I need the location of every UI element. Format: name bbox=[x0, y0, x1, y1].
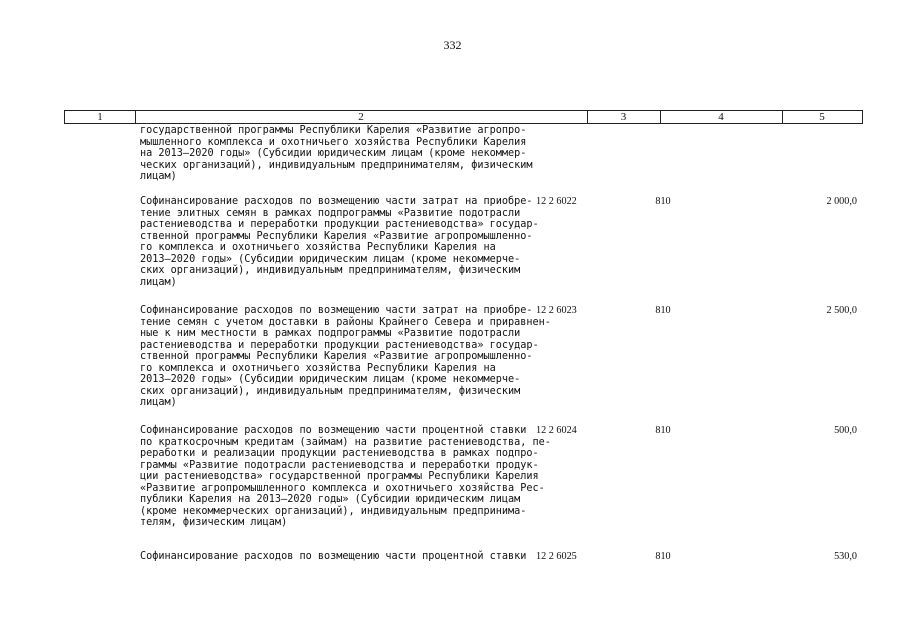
row-description: Софинансирование расходов по возмещению части затрат на приобре- тение семян с учетом доставки в районы Крайнего Севера и приравнен- ные к ним местности в рамках подпрограммы «Развитие подотрасли растениеводства и переработки продукции растениеводства» государ- ственной программы Республики Карелия «Развитие агропромышленно- го комплекса и охотничьего хозяйства Республики Карелия на 2013–2020 годы» (Субсидии юридическим лицам (кроме некоммерче- ских организаций), индивидуальным предпринимателям, физическим лицам) bbox=[140, 305, 551, 408]
row-target-code: 12 2 6025 bbox=[536, 551, 577, 562]
row-description: Софинансирование расходов по возмещению части процентной ставки bbox=[140, 551, 527, 562]
row-target-code: 12 2 6023 bbox=[536, 305, 577, 316]
row-target-code: 12 2 6024 bbox=[536, 425, 577, 436]
row-expense-type: 810 bbox=[655, 196, 671, 207]
row-expense-type: 810 bbox=[655, 425, 671, 436]
header-col-3: 3 bbox=[587, 111, 661, 123]
table-header bbox=[64, 110, 863, 124]
row-description: Софинансирование расходов по возмещению части процентной ставки по краткосрочным кредитам (займам) на развитие растениеводства, пе- реработки и реализации продукции растениеводства в рамках подпро- граммы «Развитие подотрасли растениеводства и переработки продук- ции растениеводства» государственной программы Республики Карелия «Развитие агропромышленного комплекса и охотничьего хозяйства Рес- публики Карелия на 2013–2020 годы» (Субсидии юридическим лицам (кроме некоммерческих организаций), индивидуальным предпринима- телям, физическим лицам) bbox=[140, 425, 551, 528]
header-col-4: 4 bbox=[660, 111, 783, 123]
row-target-code: 12 2 6022 bbox=[536, 196, 577, 207]
row-amount: 530,0 bbox=[834, 551, 857, 562]
header-col-1: 1 bbox=[65, 111, 136, 123]
row-amount: 2 000,0 bbox=[826, 196, 857, 207]
row-amount: 2 500,0 bbox=[826, 305, 857, 316]
row-expense-type: 810 bbox=[655, 551, 671, 562]
row-amount: 500,0 bbox=[834, 425, 857, 436]
header-col-5: 5 bbox=[819, 111, 825, 123]
row-expense-type: 810 bbox=[655, 305, 671, 316]
row-description: Софинансирование расходов по возмещению части затрат на приобре- тение элитных семян в рамках подпрограммы «Развитие подотрасли растениеводства и переработки продукции растениеводства» государ- ственной программы Республики Карелия «Развитие агропромышленно- го комплекса и охотничьего хозяйства Республики Карелия на 2013–2020 годы» (Субсидии юридическим лицам (кроме некоммерче- ских организаций), индивидуальным предпринимателям, физическим лицам) bbox=[140, 196, 539, 288]
row-description: государственной программы Республики Карелия «Развитие агропро- мышленного комплекса и охотничьего хозяйства Республики Карелия на 2013–2020 годы» (Субсидии юридическим лицам (кроме некоммер- ческих организаций), индивидуальным предпринимателям, физическим лицам) bbox=[140, 125, 533, 182]
page-number: 332 bbox=[443, 38, 462, 52]
header-col-2: 2 bbox=[135, 111, 588, 123]
